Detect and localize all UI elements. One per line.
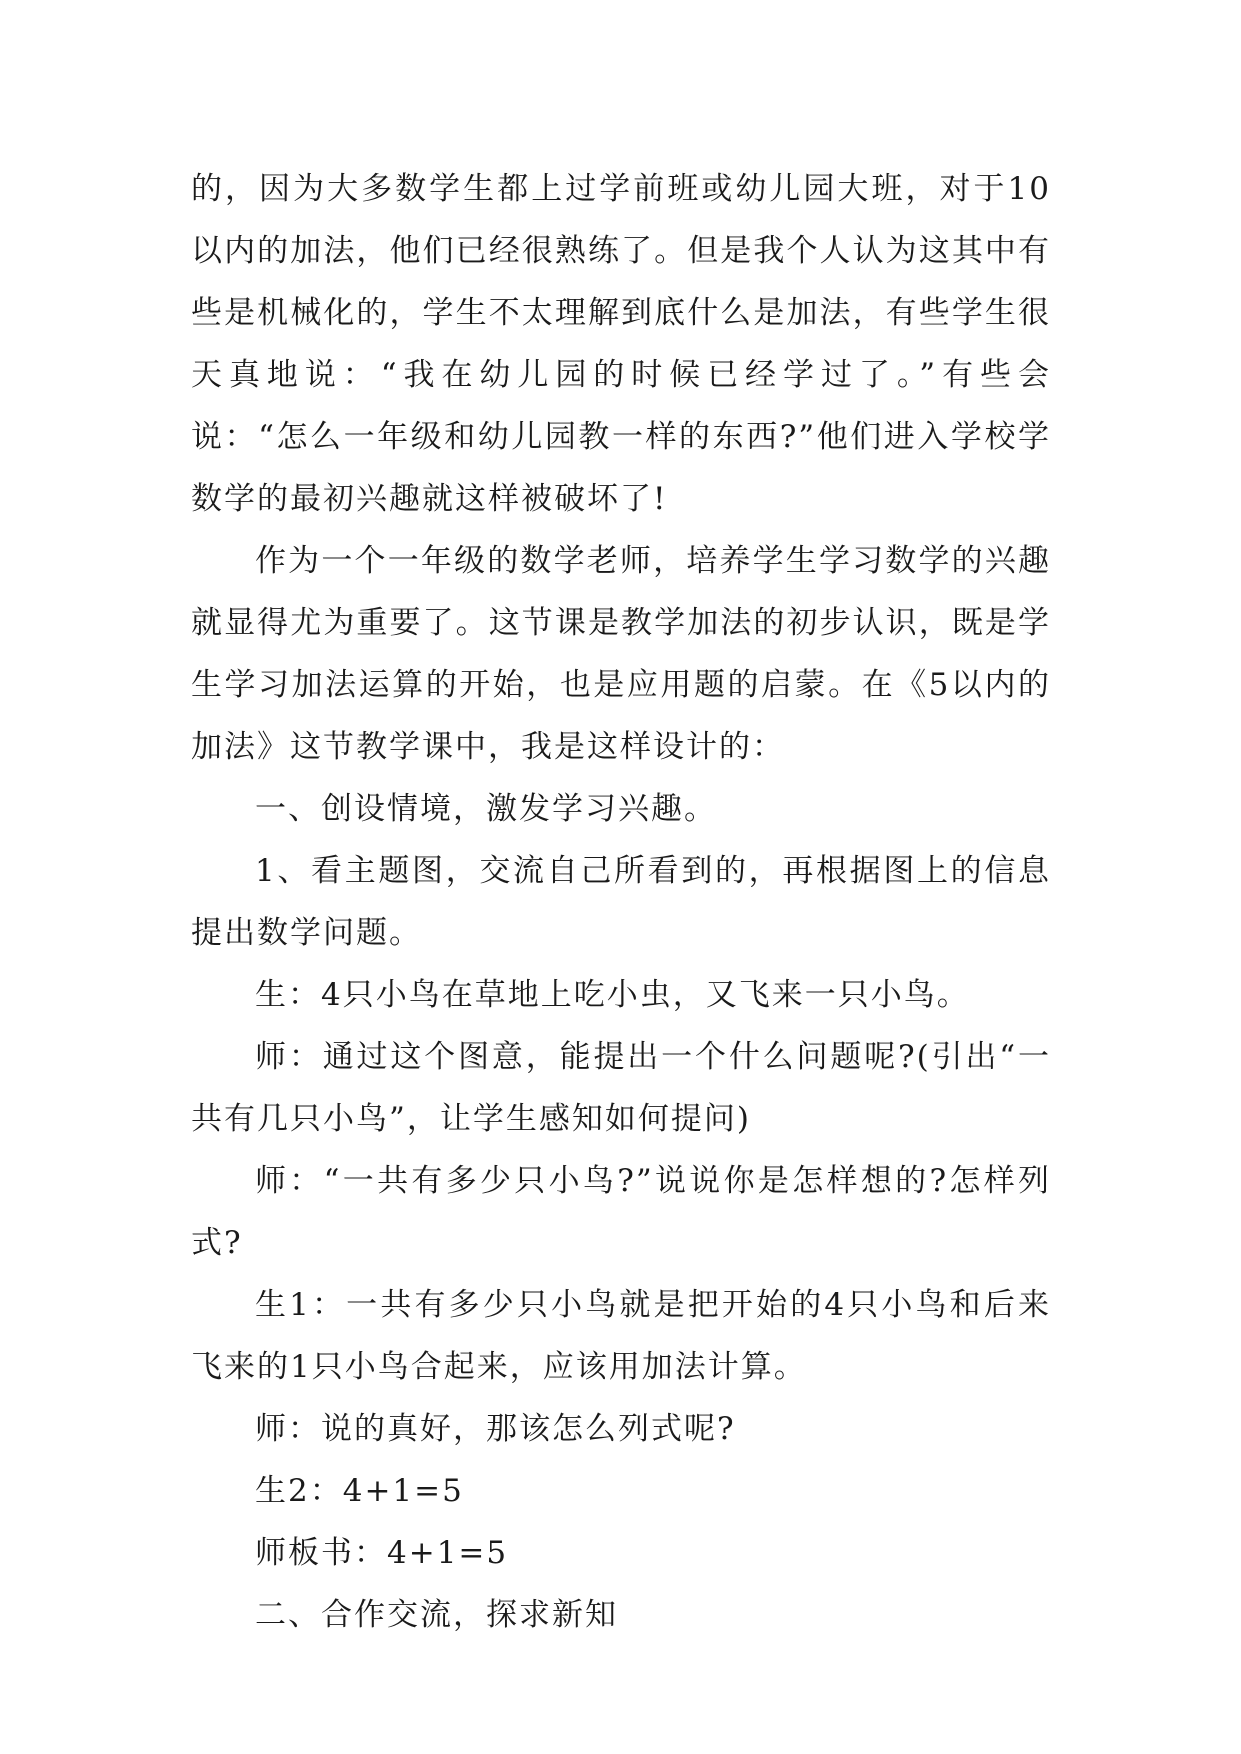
dialogue-student-1: 生1：一共有多少只小鸟就是把开始的4只小鸟和后来飞来的1只小鸟合起来，应该用加法计算。 — [191, 1287, 1051, 1385]
teacher-board-note: 师板书：4+1=5 — [255, 1535, 509, 1571]
dialogue-teacher-question: 师：通过这个图意，能提出一个什么问题呢?(引出“一共有几只小鸟”，让学生感知如何提问) — [191, 1039, 1051, 1137]
section-heading-2: 二、合作交流，探求新知 — [255, 1597, 618, 1633]
paragraph-continuation: 的，因为大多数学生都上过学前班或幼儿园大班，对于10以内的加法，他们已经很熟练了。但是我个人认为这其中有些是机械化的，学生不太理解到底什么是加法，有些学生很天真地说：“我在幼儿园的时候已经学过了。”有些会说：“怎么一年级和幼儿园教一样的东西?”他们进入学校学数学的最初兴趣就这样被破坏了! — [191, 171, 1051, 517]
section-heading-1: 一、创设情境，激发学习兴趣。 — [255, 791, 717, 827]
dialogue-teacher-prompt: 师：“一共有多少只小鸟?”说说你是怎样想的?怎样列式? — [191, 1163, 1051, 1261]
dialogue-teacher-praise: 师：说的真好，那该怎么列式呢? — [255, 1411, 736, 1447]
paragraph-teacher-role: 作为一个一年级的数学老师，培养学生学习数学的兴趣就显得尤为重要了。这节课是教学加法的初步认识，既是学生学习加法运算的开始，也是应用题的启蒙。在《5以内的加法》这节教学课中，我是这样设计的： — [191, 543, 1051, 765]
document-body — [191, 158, 1051, 1646]
dialogue-student: 生：4只小鸟在草地上吃小虫，又飞来一只小鸟。 — [255, 977, 970, 1013]
dialogue-student-2: 生2：4+1=5 — [255, 1473, 464, 1509]
step-1-paragraph: 1、看主题图，交流自己所看到的，再根据图上的信息提出数学问题。 — [191, 853, 1051, 951]
